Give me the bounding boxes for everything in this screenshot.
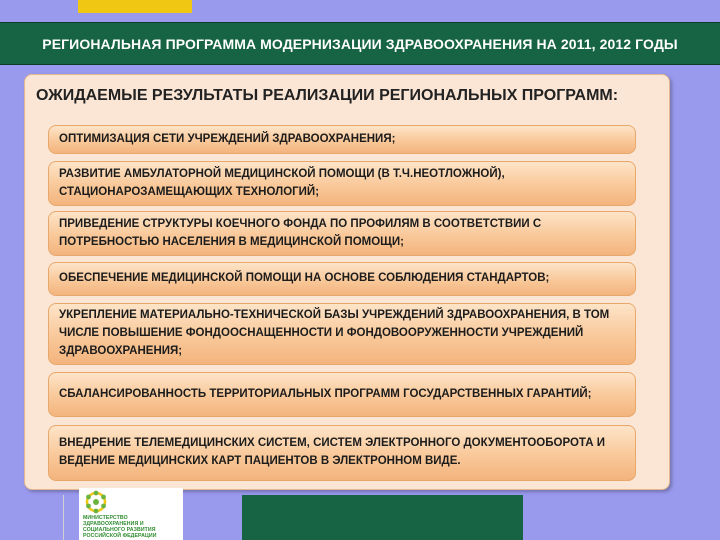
result-item-text: ОБЕСПЕЧЕНИЕ МЕДИЦИНСКОЙ ПОМОЩИ НА ОСНОВЕ СОБЛЮДЕНИЯ СТАНДАРТОВ;: [59, 272, 550, 285]
result-item-7: [48, 425, 636, 481]
result-item-1: [48, 125, 636, 154]
ministry-name: МИНИСТЕРСТВО ЗДРАВООХРАНЕНИЯ И СОЦИАЛЬНОГО РАЗВИТИЯ РОССИЙСКОЙ ФЕДЕРАЦИИ: [83, 515, 157, 539]
result-item-4: [48, 262, 636, 296]
result-item-2: [48, 161, 636, 206]
top-accent-bar: [78, 0, 192, 13]
ministry-emblem-icon: [83, 490, 109, 514]
ministry-logo: [79, 488, 183, 540]
result-item-text: ВНЕДРЕНИЕ ТЕЛЕМЕДИЦИНСКИХ СИСТЕМ, СИСТЕМ ЭЛЕКТРОННОГО ДОКУМЕНТООБОРОТА И ВЕДЕНИЕ МЕДИЦИНСКИХ КАРТ ПАЦИЕНТОВ В ЭЛЕКТРОННОМ ВИДЕ.: [59, 437, 605, 467]
result-item-text: СБАЛАНСИРОВАННОСТЬ ТЕРРИТОРИАЛЬНЫХ ПРОГРАММ ГОСУДАРСТВЕННЫХ ГАРАНТИЙ;: [59, 387, 592, 400]
panel-heading: ОЖИДАЕМЫЕ РЕЗУЛЬТАТЫ РЕАЛИЗАЦИИ РЕГИОНАЛЬНЫХ ПРОГРАММ:: [36, 87, 619, 104]
result-item-text: ОПТИМИЗАЦИЯ СЕТИ УЧРЕЖДЕНИЙ ЗДРАВООХРАНЕНИЯ;: [59, 132, 396, 145]
footer-divider-line: [63, 495, 64, 540]
result-item-text: РАЗВИТИЕ АМБУЛАТОРНОЙ МЕДИЦИНСКОЙ ПОМОЩИ (В Т.Ч.НЕОТЛОЖНОЙ), СТАЦИОНАРОЗАМЕЩАЮЩИХ ТЕХНОЛОГИЙ;: [59, 167, 505, 198]
header-bar: [0, 22, 720, 65]
result-item-5: [48, 303, 636, 365]
result-item-6: [48, 372, 636, 417]
result-item-3: [48, 211, 636, 256]
result-item-text: УКРЕПЛЕНИЕ МАТЕРИАЛЬНО-ТЕХНИЧЕСКОЙ БАЗЫ УЧРЕЖДЕНИЙ ЗДРАВООХРАНЕНИЯ, В ТОМ ЧИСЛЕ ПОВЫШЕНИЕ ФОНДООСНАЩЕННОСТИ И ФОНДОВООРУЖЕННОСТИ УЧРЕЖДЕНИЙ ЗДРАВООХРАНЕНИЯ;: [59, 309, 610, 357]
slide-title: РЕГИОНАЛЬНАЯ ПРОГРАММА МОДЕРНИЗАЦИИ ЗДРАВООХРАНЕНИЯ НА 2011, 2012 ГОДЫ: [42, 35, 678, 52]
result-item-text: ПРИВЕДЕНИЕ СТРУКТУРЫ КОЕЧНОГО ФОНДА ПО ПРОФИЛЯМ В СООТВЕТСТВИИ С ПОТРЕБНОСТЬЮ НАСЕЛЕНИЯ В МЕДИЦИНСКОЙ ПОМОЩИ;: [59, 217, 542, 248]
footer-green-block: [242, 495, 523, 540]
